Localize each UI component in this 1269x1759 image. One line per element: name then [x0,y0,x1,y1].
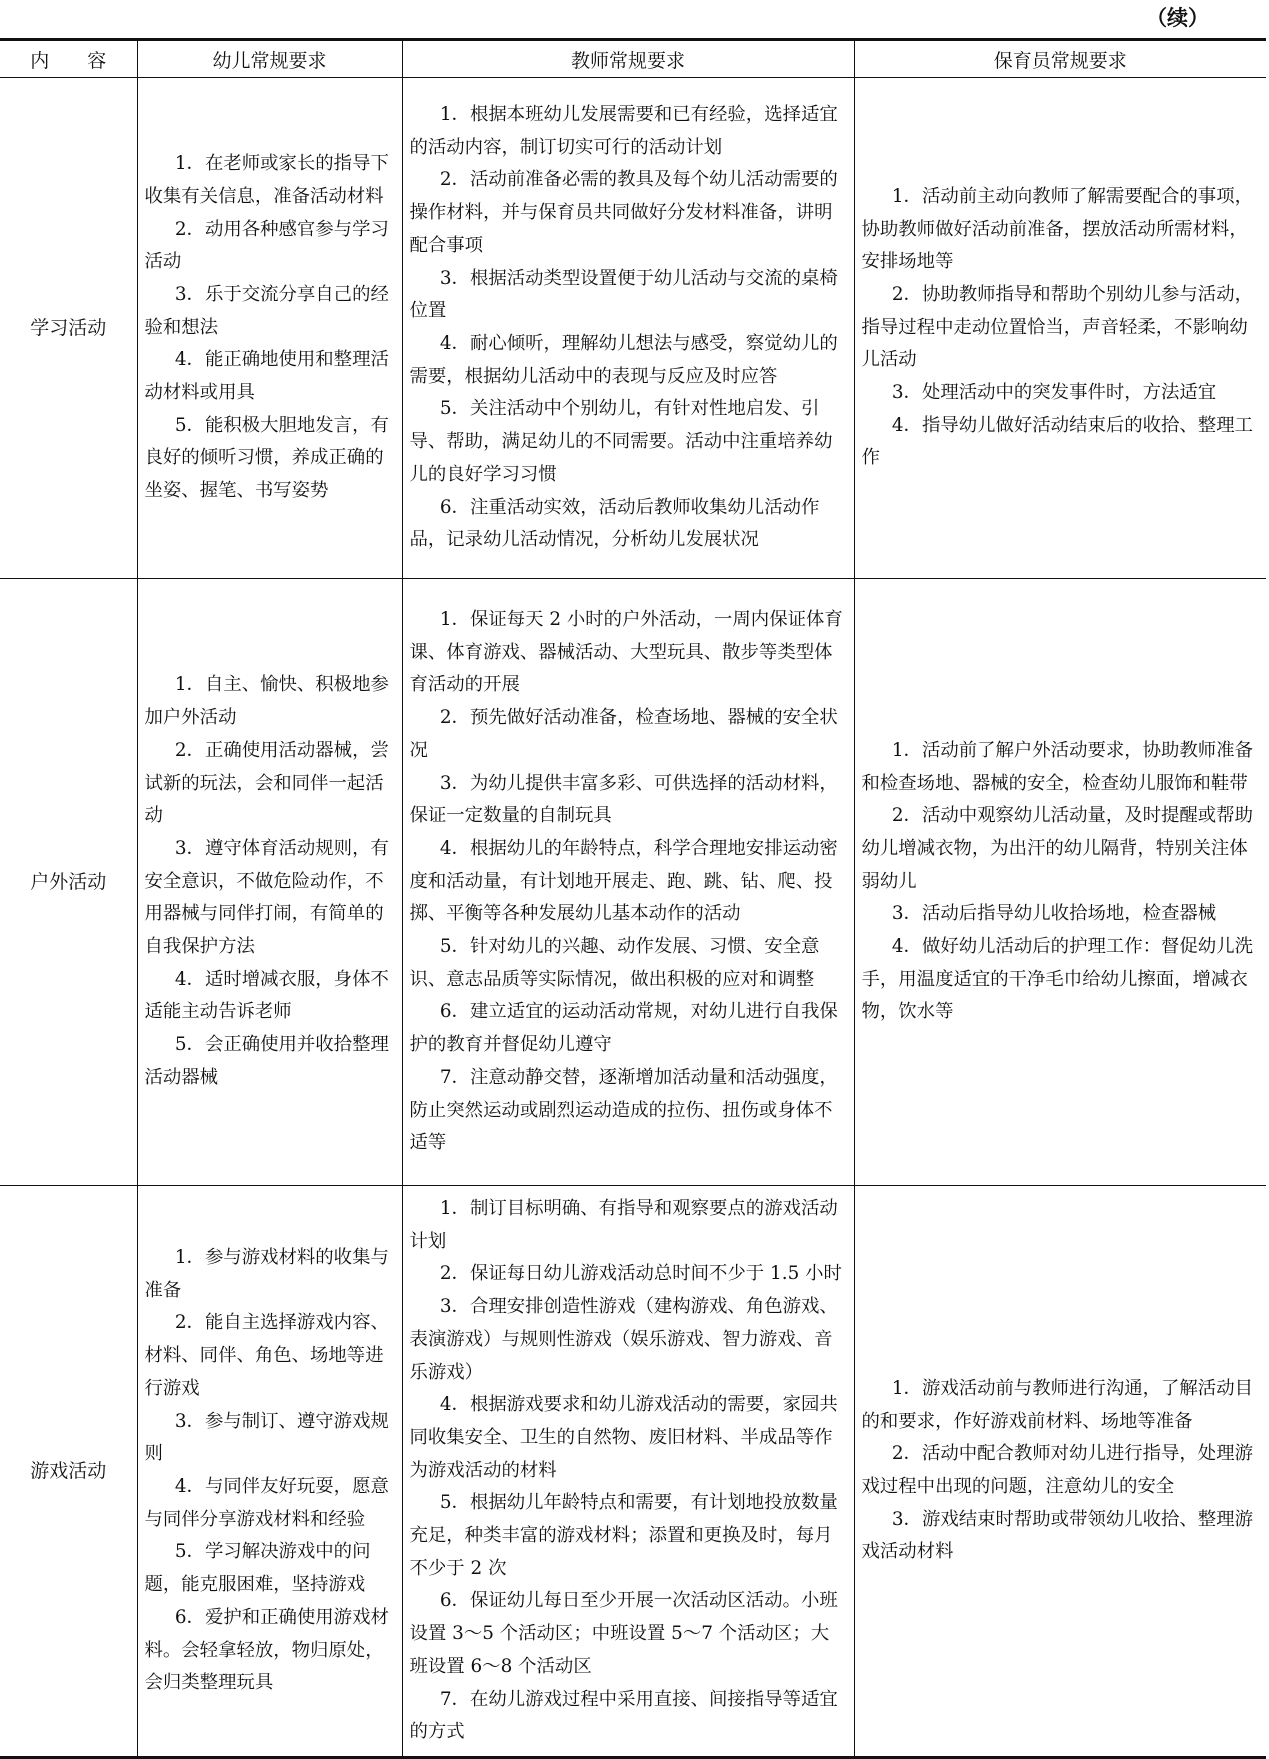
list-item: 3．游戏结束时帮助或带领幼儿收拾、整理游戏活动材料 [861,1508,1253,1563]
header-content: 内 容 [0,40,137,78]
list-item: 1．活动前主动向教师了解需要配合的事项，协助教师做好活动前准备，摆放活动所需材料，安排场地等 [861,185,1253,273]
list-item: 7．在幼儿游戏过程中采用直接、间接指导等适宜的方式 [409,1688,838,1743]
list-item: 2．保证每日幼儿游戏活动总时间不少于 1.5 小时 [439,1263,842,1285]
table-row-games [0,1186,1266,1758]
list-item: 1．制订目标明确、有指导和观察要点的游戏活动计划 [409,1198,838,1252]
header-teacher-requirements: 教师常规要求 [402,40,854,78]
list-item: 1．活动前了解户外活动要求，协助教师准备和检查场地、器械的安全，检查幼儿服饰和鞋带 [861,739,1253,794]
list-item: 3．处理活动中的突发事件时，方法适宜 [891,382,1217,404]
list-item: 1．根据本班幼儿发展需要和已有经验，选择适宜的活动内容，制订切实可行的活动计划 [409,104,838,158]
category-outdoor: 户外活动 [0,579,137,1186]
list-item: 2．活动中配合教师对幼儿进行指导，处理游戏过程中出现的问题，注意幼儿的安全 [861,1443,1253,1497]
table-row-outdoor [0,579,1266,1186]
list-item: 5．关注活动中个别幼儿，有针对性地启发、引导、帮助，满足幼儿的不同需要。活动中注重培养幼儿的良好学习习惯 [409,398,833,485]
continued-label: （续） [1146,5,1209,30]
list-item: 2．能自主选择游戏内容、材料、同伴、角色、场地等进行游戏 [144,1312,389,1399]
teacher-cell-outdoor [402,579,854,1186]
list-item: 4．根据幼儿的年龄特点，科学合理地安排运动密度和活动量，有计划地开展走、跑、跳、钻、爬、投掷、平衡等各种发展幼儿基本动作的活动 [409,837,838,925]
list-item: 1．游戏活动前与教师进行沟通，了解活动目的和要求，作好游戏前材料、场地等准备 [861,1377,1253,1432]
list-item: 1．自主、愉快、积极地参加户外活动 [144,674,389,729]
list-item: 7．注意动静交替，逐渐增加活动量和活动强度，防止突然运动或剧烈运动造成的拉伤、扭伤或身体不适等 [409,1066,838,1154]
category-games: 游戏活动 [0,1186,137,1758]
child-cell-learning [137,78,402,579]
list-item: 3．为幼儿提供丰富多彩、可供选择的活动材料，保证一定数量的自制玩具 [409,772,838,827]
list-item: 4．耐心倾听，理解幼儿想法与感受，察觉幼儿的需要，根据幼儿活动中的表现与反应及时应答 [409,333,838,387]
list-item: 4．能正确地使用和整理活动材料或用具 [144,349,389,404]
list-item: 1．保证每天 2 小时的户外活动，一周内保证体育课、体育游戏、器械活动、大型玩具、散步等类型体育活动的开展 [409,609,843,696]
list-item: 4．做好幼儿活动后的护理工作：督促幼儿洗手，用温度适宜的干净毛巾给幼儿擦面，增减衣物，饮水等 [861,936,1253,1023]
teacher-cell-learning [402,78,854,579]
list-item: 2．预先做好活动准备，检查场地、器械的安全状况 [409,707,838,761]
list-item: 5．能积极大胆地发言，有良好的倾听习惯，养成正确的坐姿、握笔、书写姿势 [144,414,389,502]
list-item: 5．针对幼儿的兴趣、动作发展、习惯、安全意识、意志品质等实际情况，做出积极的应对和调整 [409,936,820,990]
list-item: 3．乐于交流分享自己的经验和想法 [144,283,389,338]
list-item: 6．爱护和正确使用游戏材料。会轻拿轻放，物归原处，会归类整理玩具 [144,1606,389,1694]
list-item: 2．动用各种感官参与学习活动 [144,218,389,273]
list-item: 3．合理安排创造性游戏（建构游戏、角色游戏、表演游戏）与规则性游戏（娱乐游戏、智力游戏、音乐游戏） [409,1296,838,1383]
list-item: 2．协助教师指导和帮助个别幼儿参与活动，指导过程中走动位置恰当，声音轻柔，不影响幼儿活动 [861,283,1253,371]
list-item: 3．根据活动类型设置便于幼儿活动与交流的桌椅位置 [409,267,838,322]
list-item: 3．参与制订、遵守游戏规则 [144,1410,389,1465]
header-child-requirements: 幼儿常规要求 [137,40,402,78]
caregiver-cell-games [854,1186,1266,1758]
teacher-cell-games [402,1186,854,1758]
list-item: 2．正确使用活动器械，尝试新的玩法，会和同伴一起活动 [144,739,389,827]
child-cell-games [137,1186,402,1758]
list-item: 5．根据幼儿年龄特点和需要，有计划地投放数量充足，种类丰富的游戏材料；添置和更换及时，每月不少于 2 次 [409,1492,838,1579]
category-learning: 学习活动 [0,78,137,579]
list-item: 6．注重活动实效，活动后教师收集幼儿活动作品，记录幼儿活动情况，分析幼儿发展状况 [409,496,820,551]
list-item: 3．遵守体育活动规则，有安全意识，不做危险动作，不用器械与同伴打闹，有简单的自我保护方法 [144,837,389,958]
child-cell-outdoor [137,579,402,1186]
list-item: 4．根据游戏要求和幼儿游戏活动的需要，家园共同收集安全、卫生的自然物、废旧材料、半成品等作为游戏活动的材料 [409,1394,838,1481]
list-item: 4．指导幼儿做好活动结束后的收拾、整理工作 [861,414,1253,469]
list-item: 5．会正确使用并收拾整理活动器械 [144,1034,389,1088]
list-item: 6．建立适宜的运动活动常规，对幼儿进行自我保护的教育并督促幼儿遵守 [409,1001,838,1056]
header-caregiver-requirements: 保育员常规要求 [854,40,1266,78]
list-item: 4．适时增减衣服，身体不适能主动告诉老师 [144,968,389,1023]
list-item: 5．学习解决游戏中的问题，能克服困难，坚持游戏 [144,1541,371,1596]
list-item: 3．活动后指导幼儿收拾场地，检查器械 [891,903,1217,925]
list-item: 2．活动中观察幼儿活动量，及时提醒或帮助幼儿增减衣物，为出汗的幼儿隔背，特别关注体弱幼儿 [861,805,1253,892]
caregiver-cell-outdoor [854,579,1266,1186]
list-item: 4．与同伴友好玩耍，愿意与同伴分享游戏材料和经验 [144,1476,389,1530]
list-item: 1．参与游戏材料的收集与准备 [144,1247,389,1301]
caregiver-cell-learning [854,78,1266,579]
requirements-table [0,38,1266,1759]
list-item: 6．保证幼儿每日至少开展一次活动区活动。小班设置 3～5 个活动区；中班设置 5～7 个活动区；大班设置 6～8 个活动区 [409,1590,838,1677]
list-item: 1．在老师或家长的指导下收集有关信息，准备活动材料 [144,153,389,207]
table-row-learning [0,78,1266,579]
header-row [0,40,1266,78]
list-item: 2．活动前准备必需的教具及每个幼儿活动需要的操作材料，并与保育员共同做好分发材料准备，讲明配合事项 [409,169,838,256]
